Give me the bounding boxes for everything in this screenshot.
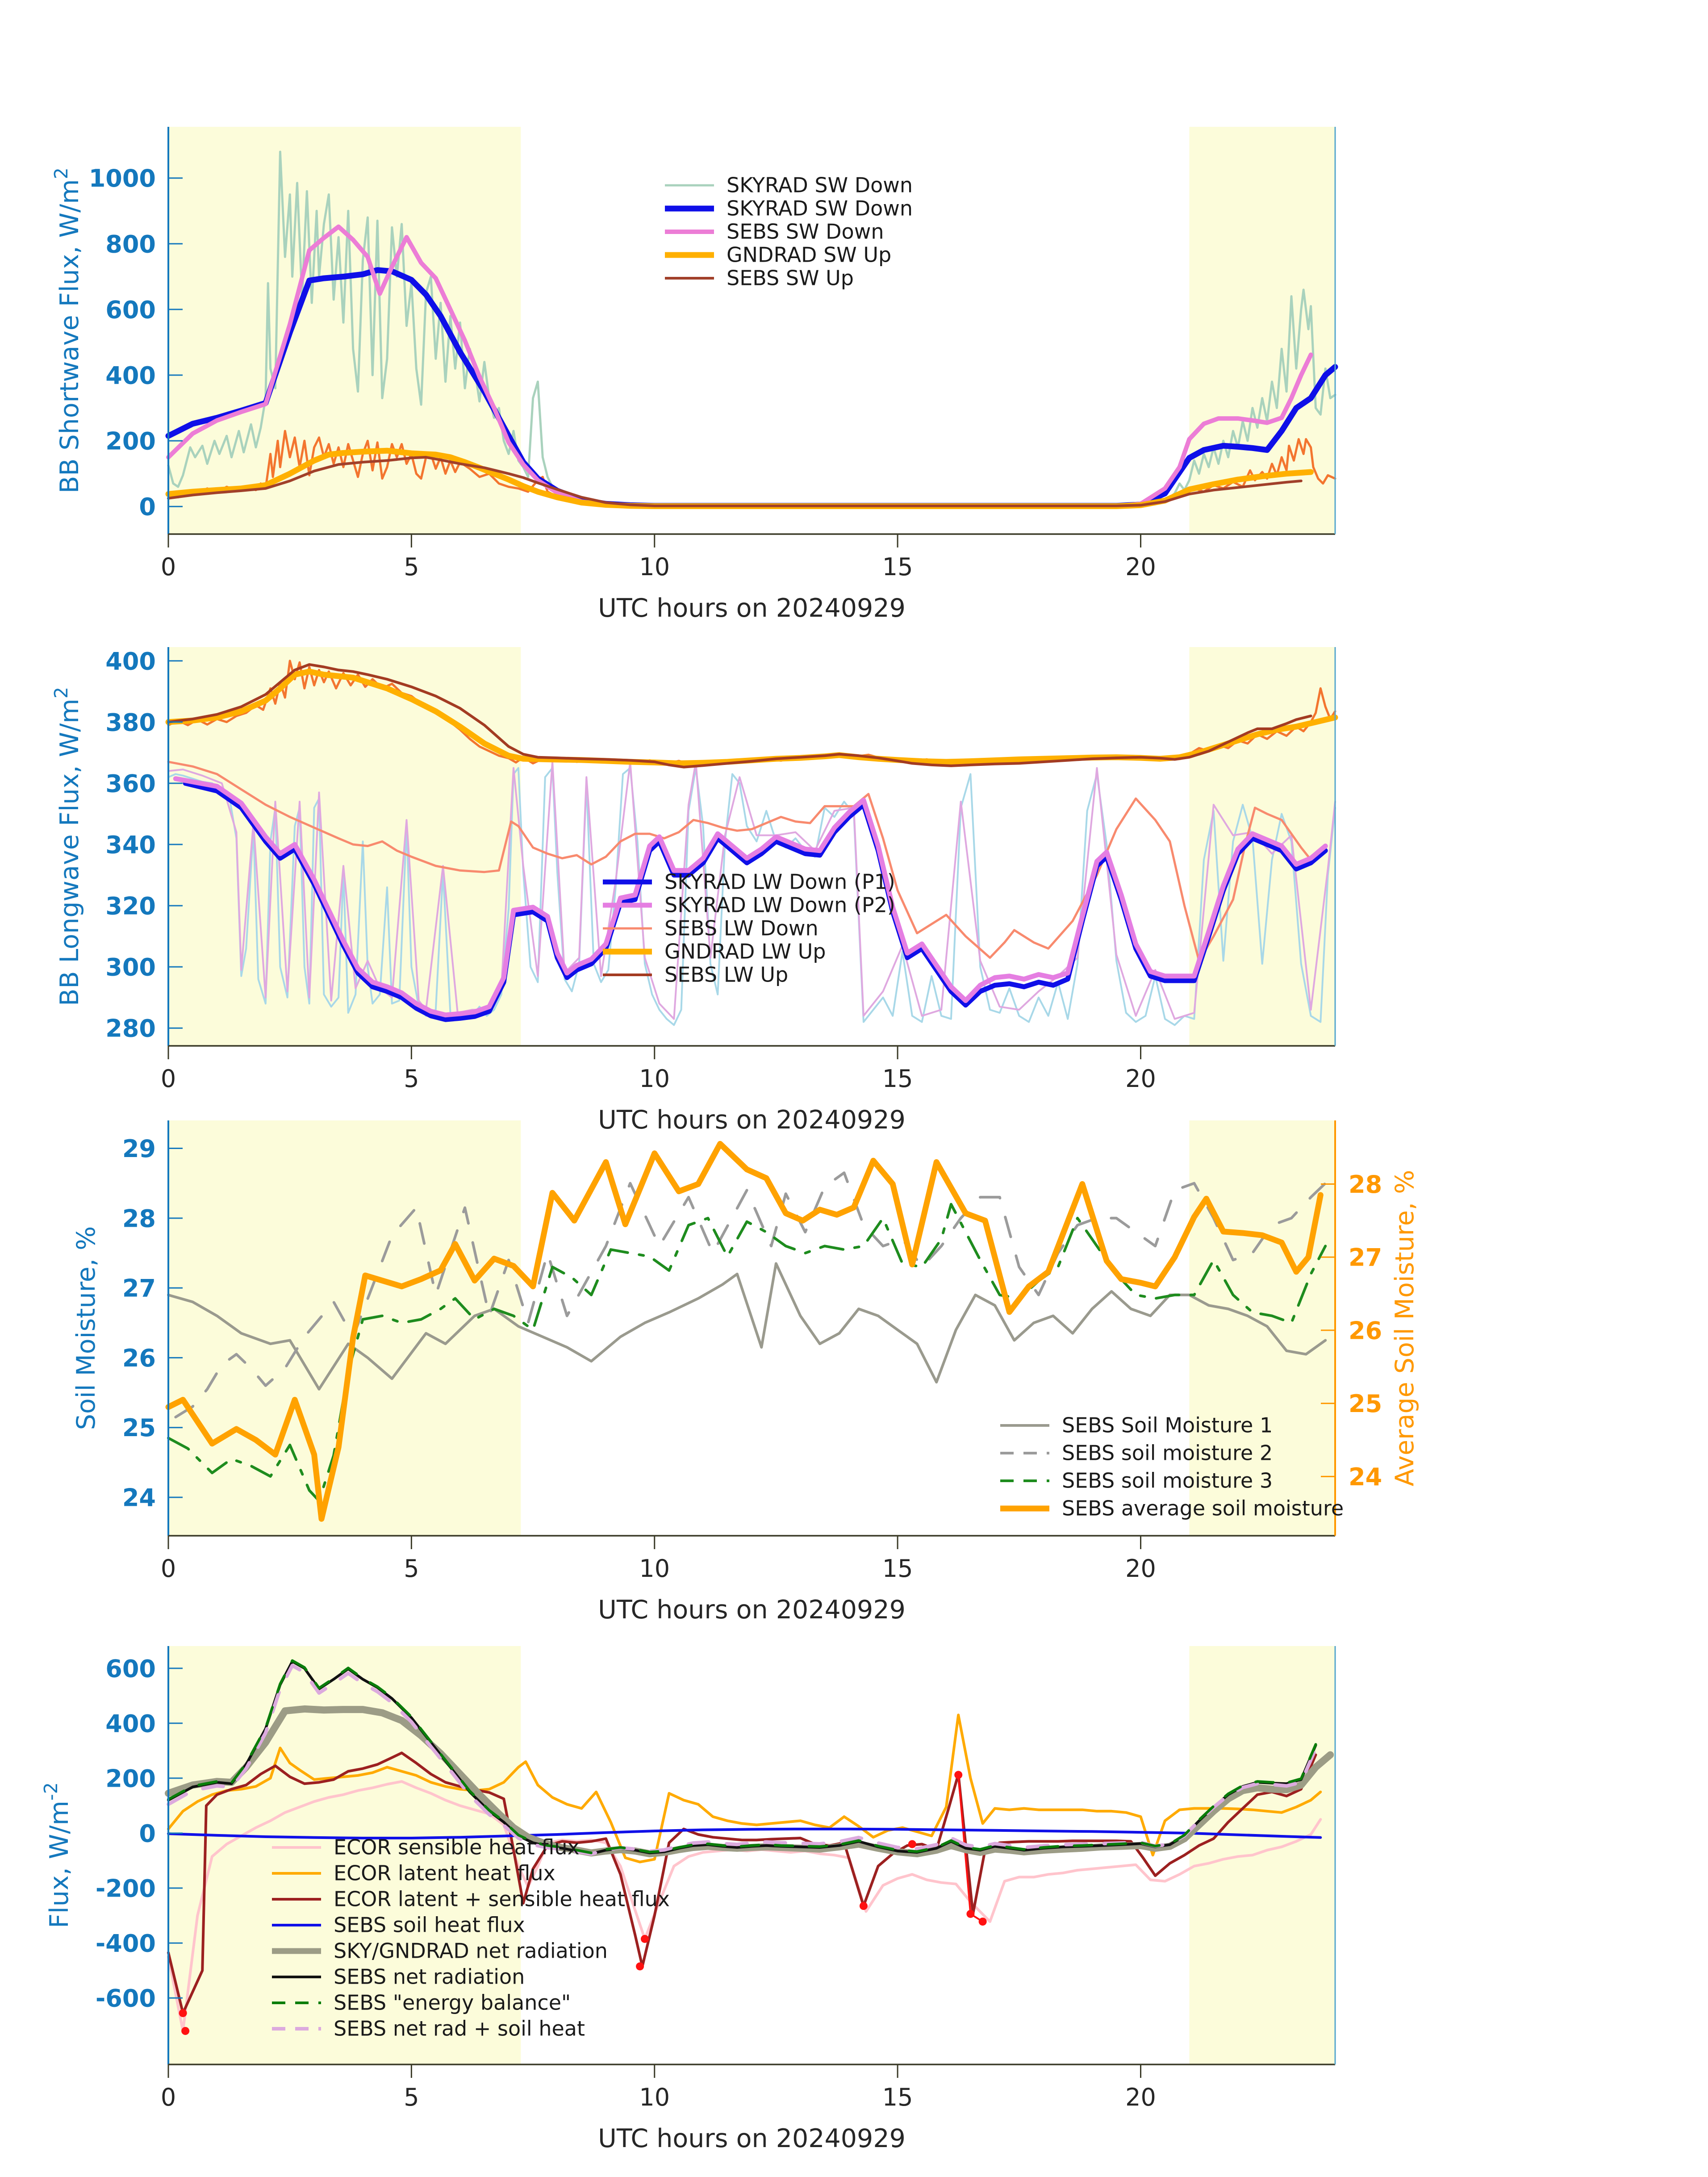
bb-longwave-flux-panel (50, 647, 1335, 1135)
p3-xtick-label: 20 (1125, 1554, 1156, 1583)
p2-ytick-label: 360 (105, 769, 156, 798)
p1-ytick-label: 600 (105, 296, 156, 324)
p2-xtick-label: 5 (404, 1065, 419, 1093)
p4-legend-label: SKY/GNDRAD net radiation (334, 1939, 608, 1963)
p4-legend-label: SEBS soil heat flux (334, 1913, 525, 1937)
p2-xtick-label: 10 (639, 1065, 670, 1093)
p4-legend-label: SEBS net rad + soil heat (334, 2016, 585, 2041)
p4-xtick-label: 5 (404, 2083, 419, 2111)
p1-legend-label: SKYRAD SW Down (727, 196, 913, 221)
p2-legend-label: SKYRAD LW Down (P2) (664, 893, 895, 917)
p4-ytick-label: 0 (139, 1819, 156, 1848)
p2-ytick-label: 300 (105, 953, 156, 982)
p4-ytick-label: 200 (105, 1764, 156, 1793)
p3-legend-label: SEBS soil moisture 3 (1062, 1468, 1273, 1493)
p2-legend-label: SKYRAD LW Down (P1) (664, 869, 895, 894)
p3-right-ytick-label: 24 (1349, 1462, 1382, 1491)
p1-ytick-label: 1000 (88, 164, 156, 193)
p2-xtick-label: 0 (160, 1065, 176, 1093)
p3-right-ylabel: Average Soil Moisture, % (1390, 1170, 1420, 1487)
p4-legend-label: ECOR latent + sensible heat flux (334, 1887, 670, 1911)
p2-xtick-label: 20 (1125, 1065, 1156, 1093)
p2-legend-label: SEBS LW Up (664, 962, 789, 987)
p4-xtick-label: 0 (160, 2083, 176, 2111)
p4-marker (636, 1962, 644, 1970)
p1-ytick-label: 400 (105, 361, 156, 390)
p4-marker (966, 1910, 974, 1918)
p3-ytick-label: 25 (122, 1414, 156, 1442)
bb-shortwave-flux-panel (50, 127, 1335, 623)
p1-xtick-label: 10 (639, 553, 670, 581)
p3-right-ytick-label: 26 (1349, 1316, 1382, 1345)
p4-xtick-label: 20 (1125, 2083, 1156, 2111)
p3-xtick-label: 5 (404, 1554, 419, 1583)
p3-legend-label: SEBS soil moisture 2 (1062, 1441, 1273, 1465)
p1-xlabel: UTC hours on 20240929 (598, 593, 906, 623)
p1-legend-label: SEBS SW Up (727, 266, 854, 290)
p3-ytick-label: 24 (122, 1483, 156, 1512)
p4-legend-label: ECOR latent heat flux (334, 1861, 555, 1885)
p4-xlabel: UTC hours on 20240929 (598, 2124, 906, 2153)
p2-ylabel: BB Longwave Flux, $W/m^2$ (50, 687, 84, 1006)
p1-ytick-label: 0 (139, 493, 156, 521)
p1-legend-label: SKYRAD SW Down (727, 173, 913, 197)
p3-legend-label: SEBS average soil moisture (1062, 1496, 1344, 1521)
flux-panel (40, 1646, 1335, 2153)
p3-right-ytick-label: 28 (1349, 1170, 1382, 1199)
p4-ytick-label: -200 (95, 1874, 156, 1903)
p2-night-band-0 (168, 647, 521, 1046)
p3-ylabel: Soil Moisture, % (71, 1226, 101, 1430)
p1-xtick-label: 0 (160, 553, 176, 581)
p4-ytick-label: -400 (95, 1929, 156, 1958)
p2-xtick-label: 15 (882, 1065, 913, 1093)
p2-ytick-label: 380 (105, 708, 156, 737)
p1-xtick-label: 15 (882, 553, 913, 581)
p4-ylabel: Flux, $W/m^{-2}$ (40, 1782, 74, 1928)
p3-ytick-label: 28 (122, 1204, 156, 1233)
p4-ytick-label: -600 (95, 1984, 156, 2013)
p2-legend-label: GNDRAD LW Up (664, 939, 826, 964)
p1-legend (665, 173, 913, 290)
p4-marker (979, 1918, 987, 1926)
p1-xtick-label: 20 (1125, 553, 1156, 581)
p2-xlabel: UTC hours on 20240929 (598, 1105, 906, 1135)
p1-legend-label: GNDRAD SW Up (727, 242, 892, 267)
p3-xtick-label: 15 (882, 1554, 913, 1583)
p4-legend-label: SEBS net radiation (334, 1964, 525, 1989)
p4-ytick-label: 400 (105, 1709, 156, 1738)
p1-night-band-0 (168, 127, 521, 534)
p2-ytick-label: 320 (105, 892, 156, 920)
p1-legend-label: SEBS SW Down (727, 219, 884, 244)
p3-night-band-0 (168, 1120, 521, 1536)
p2-ytick-label: 340 (105, 831, 156, 859)
p3-right-ytick-label: 25 (1349, 1390, 1382, 1418)
p4-night-band-1 (1189, 1646, 1335, 2064)
soil-moisture-panel (71, 1120, 1420, 1625)
p4-marker (179, 2009, 187, 2017)
p2-ytick-label: 280 (105, 1014, 156, 1043)
p1-ytick-label: 800 (105, 230, 156, 259)
p4-legend-label: SEBS "energy balance" (334, 1990, 571, 2015)
p3-ytick-label: 29 (122, 1134, 156, 1163)
p3-legend-label: SEBS Soil Moisture 1 (1062, 1413, 1273, 1437)
p3-ytick-label: 27 (122, 1274, 156, 1303)
p3-xtick-label: 0 (160, 1554, 176, 1583)
p1-xtick-label: 5 (404, 553, 419, 581)
p4-legend-label: ECOR sensible heat flux (334, 1835, 580, 1859)
p4-marker (181, 2027, 189, 2035)
p4-marker (908, 1840, 916, 1848)
p3-xlabel: UTC hours on 20240929 (598, 1595, 906, 1625)
p1-ylabel: BB Shortwave Flux, $W/m^2$ (50, 167, 84, 493)
p3-ytick-label: 26 (122, 1344, 156, 1372)
p3-right-ytick-label: 27 (1349, 1243, 1382, 1272)
p3-xtick-label: 10 (639, 1554, 670, 1583)
p2-ytick-label: 400 (105, 647, 156, 676)
p4-ytick-label: 600 (105, 1655, 156, 1683)
p4-xtick-label: 15 (882, 2083, 913, 2111)
p4-marker (641, 1935, 649, 1943)
p4-xtick-label: 10 (639, 2083, 670, 2111)
p2-legend-label: SEBS LW Down (664, 916, 819, 940)
p4-marker (954, 1771, 962, 1779)
p4-marker (860, 1902, 868, 1910)
p1-ytick-label: 200 (105, 427, 156, 455)
